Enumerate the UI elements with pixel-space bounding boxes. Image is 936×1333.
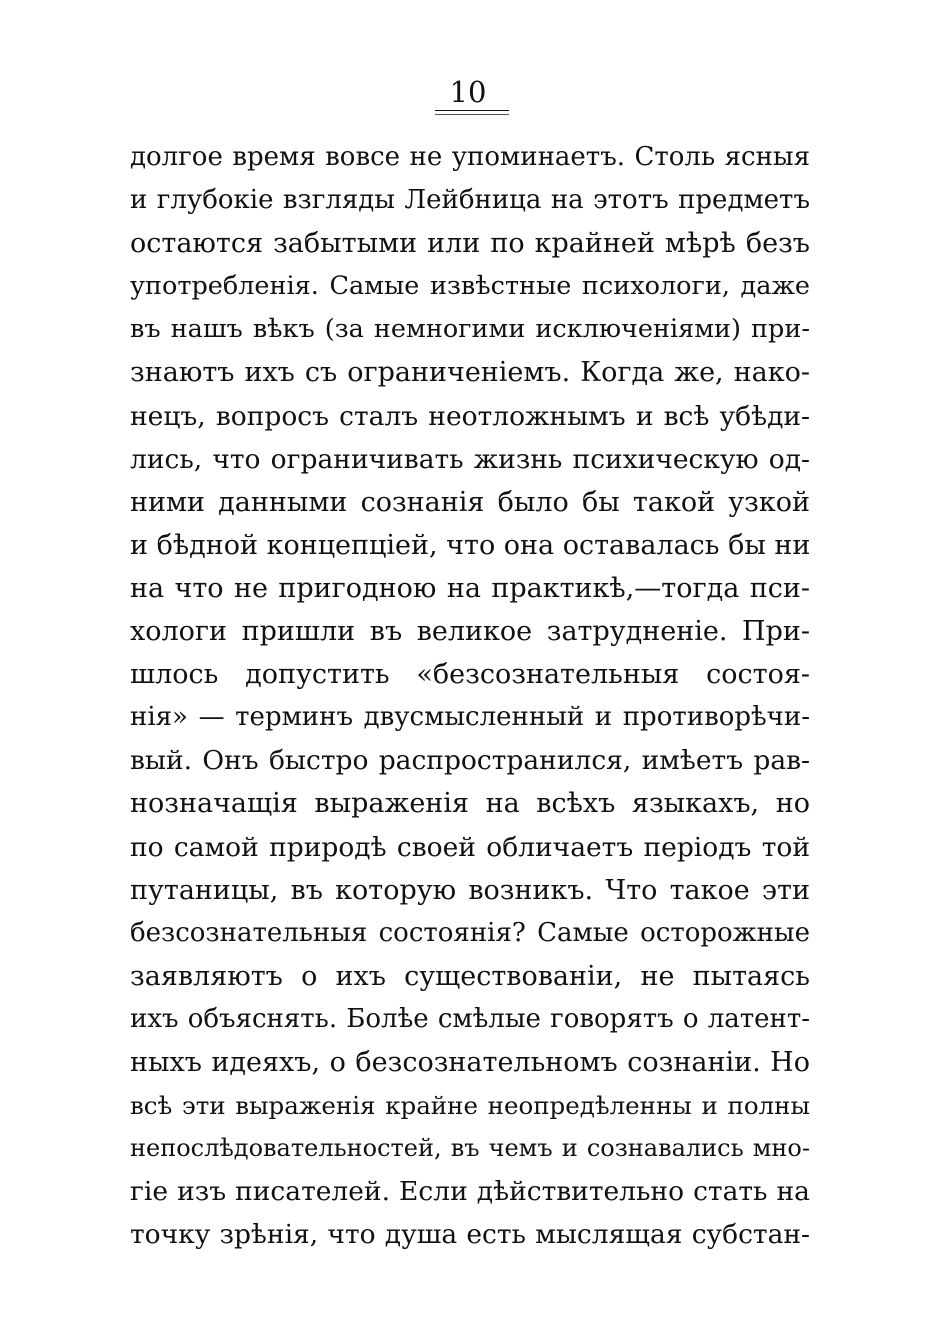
text-line: по самой природѣ своей обличаетъ періодъ той [130, 831, 810, 863]
text-line: непослѣдовательностей, въ чемъ и сознавались мно- [130, 1134, 810, 1163]
text-line: и глубокіе взгляды Лейбница на этотъ предметъ [130, 185, 810, 216]
text-line: нія» — терминъ двусмысленный и противорѣчи- [130, 702, 810, 733]
body-text [130, 136, 810, 1256]
text-line: ихъ объяснять. Болѣе смѣлые говорятъ о латент- [130, 1003, 810, 1034]
text-line: хологи пришли въ великое затрудненіе. При- [130, 616, 810, 648]
page-number: 10 [449, 75, 487, 109]
text-line: вый. Онъ быстро распространился, имѣетъ рав- [130, 745, 810, 777]
text-line: всѣ эти выраженія крайне неопредѣленны и полны [130, 1091, 810, 1121]
text-line: лись, что ограничивать жизнь психическую од- [130, 443, 810, 475]
text-line: нозначащія выраженія на всѣхъ языкахъ, но [130, 788, 810, 820]
text-line: знаютъ ихъ съ ограниченіемъ. Когда же, нако- [130, 357, 810, 389]
page-number-rule-thin [435, 114, 509, 115]
text-line: нецъ, вопросъ сталъ неотложнымъ и всѣ убѣди- [130, 400, 810, 432]
page-number-rule [435, 110, 509, 111]
text-line: путаницы, въ которую возникъ. Что такое эти [130, 874, 810, 906]
text-line: долгое время вовсе не упоминаетъ. Столь ясныя [130, 142, 810, 172]
text-line: въ нашъ вѣкъ (за немногими исключеніями) при- [130, 314, 810, 345]
text-line: безсознательныя состоянія? Самые осторожные [130, 917, 810, 948]
text-line: ныхъ идеяхъ, о безсознательномъ сознаніи. Но [130, 1046, 810, 1078]
text-line: гіе изъ писателей. Если дѣйствительно стать на [130, 1176, 810, 1208]
text-line: ними данными сознанія было бы такой узкой [130, 486, 810, 518]
text-line: заявляютъ о ихъ существованіи, не пытаясь [130, 960, 810, 992]
text-line: и бѣдной концепціей, что она оставалась бы ни [130, 529, 810, 561]
text-line: остаются забытыми или по крайней мѣрѣ безъ [130, 228, 810, 260]
text-line: употребленія. Самые извѣстные психологи, даже [130, 271, 810, 302]
text-line: на что не пригодною на практикѣ,—тогда пси- [130, 572, 810, 604]
text-line: точку зрѣнія, что душа есть мыслящая субстан- [130, 1219, 810, 1251]
text-line: шлось допустить «безсознательныя состоя- [130, 659, 810, 691]
